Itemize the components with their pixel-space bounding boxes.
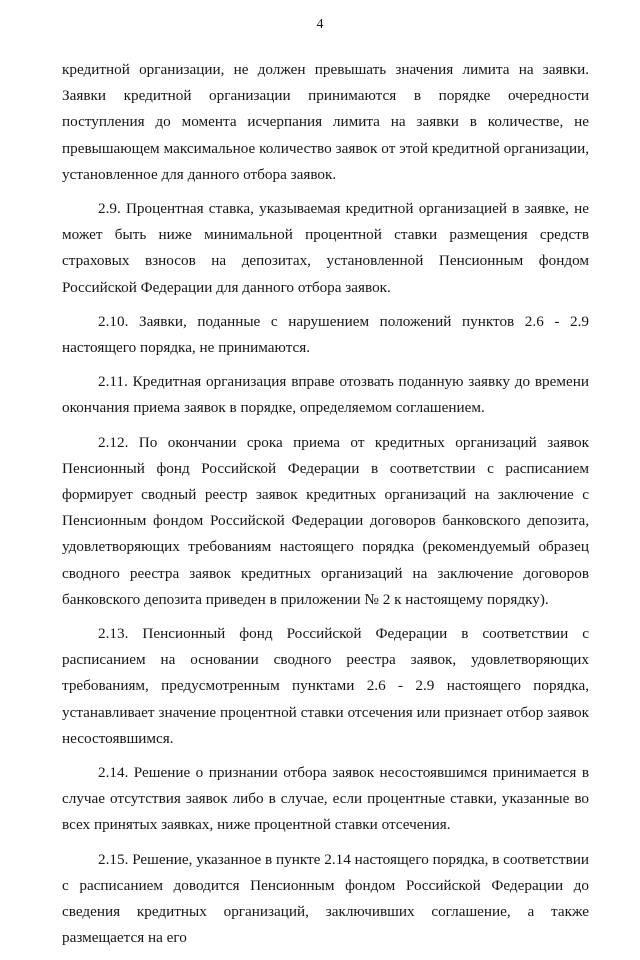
paragraph-2-14: 2.14. Решение о признании отбора заявок несостоявшимся принимается в случае отсутствия заявок либо в случае, если процентные ставки, указанные во всех принятых заявках, ниже процентной ставки отсечения. <box>62 764 589 834</box>
paragraph-continuation: кредитной организации, не должен превышать значения лимита на заявки. Заявки кредитной организации принимаются в порядке очередности поступления до момента исчерпания лимита на заявки в количестве, не превышающем максимальное количество заявок от этой кредитной организации, установленное для данного отбора заявок. <box>62 61 589 183</box>
paragraph-2-15: 2.15. Решение, указанное в пункте 2.14 настоящего порядка, в соответствии с расписанием доводится Пенсионным фондом Российской Федерации до сведения кредитных организаций, заключивших соглашение, а также размещается на его <box>62 850 589 947</box>
paragraph-2-11: 2.11. Кредитная организация вправе отозвать поданную заявку до времени окончания приема заявок в порядке, определяемом соглашением. <box>62 373 589 417</box>
paragraph-2-9: 2.9. Процентная ставка, указываемая кредитной организацией в заявке, не может быть ниже минимальной процентной ставки размещения средств страховых взносов на депозитах, установленной Пенсионным фондом Российской Федерации для данного отбора заявок. <box>62 200 589 296</box>
paragraph-2-12: 2.12. По окончании срока приема от кредитных организаций заявок Пенсионный фонд Российской Федерации в соответствии с расписанием формирует сводный реестр заявок кредитных организаций на заключение с Пенсионным фондом Российской Федерации договоров банковского депозита, удовлетворяющих требованиям настоящего порядка (рекомендуемый образец сводного реестра заявок кредитных организаций на заключение договоров банковского депозита приведен в приложении № 2 к настоящему порядку). <box>62 433 589 608</box>
page-number: 4 <box>316 17 324 32</box>
paragraph-2-10: 2.10. Заявки, поданные с нарушением положений пунктов 2.6 - 2.9 настоящего порядка, не принимаются. <box>62 312 589 357</box>
document-body <box>62 57 589 960</box>
paragraph-2-13: 2.13. Пенсионный фонд Российской Федерации в соответствии с расписанием на основании сводного реестра заявок, удовлетворяющих требованиям, предусмотренным пунктами 2.6 - 2.9 настоящего порядка, устанавливает значение процентной ставки отсечения или признает отбор заявок несостоявшимся. <box>62 625 589 747</box>
